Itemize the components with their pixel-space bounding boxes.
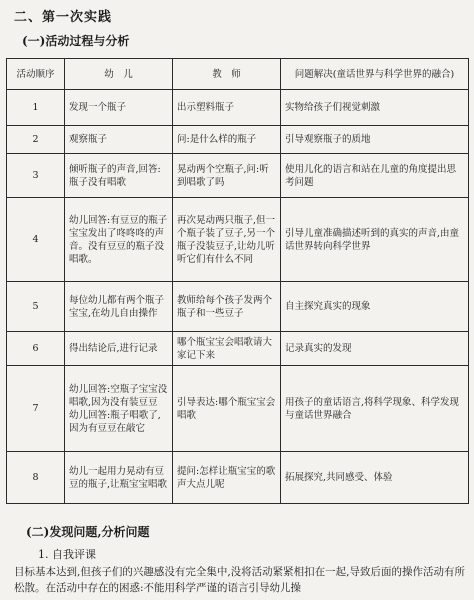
subsection-title-process: (一)活动过程与分析 bbox=[22, 34, 130, 48]
body-paragraph: 目标基本达到,但孩子们的兴趣感没有完全集中,没将活动紧紧相扣在一起,导致后面的操作活动有所松散。在活动中存在的困惑:不能用科学严谨的语言引导幼儿操 bbox=[14, 566, 466, 594]
cell-problem: 使用儿化的语言和站在儿童的角度提出思考问题 bbox=[281, 154, 469, 198]
cell-step: 8 bbox=[7, 452, 65, 504]
cell-step: 6 bbox=[7, 332, 65, 366]
table-row bbox=[7, 154, 469, 198]
cell-problem: 引导观察瓶子的质地 bbox=[281, 126, 469, 154]
cell-teacher: 再次晃动两只瓶子,但一个瓶子装了豆子,另一个瓶子没装豆子,让幼儿听听它们有什么不同 bbox=[173, 198, 281, 282]
table-row bbox=[7, 126, 469, 154]
cell-problem: 实物给孩子们视觉刺激 bbox=[281, 90, 469, 126]
cell-step: 2 bbox=[7, 126, 65, 154]
table-row bbox=[7, 282, 469, 332]
cell-child: 倾听瓶子的声音,回答:瓶子没有唱歌 bbox=[65, 154, 173, 198]
cell-child: 得出结论后,进行记录 bbox=[65, 332, 173, 366]
cell-step: 1 bbox=[7, 90, 65, 126]
header-problem: 问题解决(童话世界与科学世界的融合) bbox=[281, 59, 469, 90]
header-child: 幼 儿 bbox=[65, 59, 173, 90]
cell-step: 5 bbox=[7, 282, 65, 332]
cell-child: 观察瓶子 bbox=[65, 126, 173, 154]
cell-problem: 拓展探究,共同感受、体验 bbox=[281, 452, 469, 504]
subsection-title-analysis: (二)发现问题,分析问题 bbox=[26, 525, 150, 539]
cell-problem: 记录真实的发现 bbox=[281, 332, 469, 366]
cell-child: 幼儿回答:有豆豆的瓶子宝宝发出了咚咚咚的声音。没有豆豆的瓶子没唱歌。 bbox=[65, 198, 173, 282]
cell-step: 7 bbox=[7, 366, 65, 452]
cell-child: 每位幼儿都有两个瓶子宝宝,在幼儿自由操作 bbox=[65, 282, 173, 332]
cell-teacher: 问:是什么样的瓶子 bbox=[173, 126, 281, 154]
section-title: 二、第一次实践 bbox=[14, 10, 113, 25]
table-row bbox=[7, 366, 469, 452]
cell-teacher: 出示塑料瓶子 bbox=[173, 90, 281, 126]
cell-problem: 用孩子的童话语言,将科学现象、科学发现与童话世界融合 bbox=[281, 366, 469, 452]
point-heading: 1. 自我评课 bbox=[38, 548, 96, 561]
table-header-row bbox=[7, 59, 469, 90]
header-step: 活动顺序 bbox=[7, 59, 65, 90]
table-row bbox=[7, 198, 469, 282]
cell-step: 3 bbox=[7, 154, 65, 198]
cell-problem: 引导儿童准确描述听到的真实的声音,由童话世界转向科学世界 bbox=[281, 198, 469, 282]
table-row bbox=[7, 90, 469, 126]
cell-teacher: 提问:怎样让瓶宝宝的歌声大点儿呢 bbox=[173, 452, 281, 504]
cell-step: 4 bbox=[7, 198, 65, 282]
cell-teacher: 教师给每个孩子发两个瓶子和一些豆子 bbox=[173, 282, 281, 332]
cell-teacher: 引导表达:哪个瓶宝宝会唱歌 bbox=[173, 366, 281, 452]
cell-child: 发现一个瓶子 bbox=[65, 90, 173, 126]
activity-table bbox=[6, 58, 469, 504]
cell-child: 幼儿一起用力晃动有豆豆的瓶子,让瓶宝宝唱歌 bbox=[65, 452, 173, 504]
cell-problem: 自主探究真实的现象 bbox=[281, 282, 469, 332]
header-teacher: 教 师 bbox=[173, 59, 281, 90]
cell-child: 幼儿回答:空瓶子宝宝没唱歌,因为没有装豆豆 幼儿回答:瓶子唱歌了,因为有豆豆在敲它 bbox=[65, 366, 173, 452]
table-row bbox=[7, 452, 469, 504]
cell-teacher: 哪个瓶宝宝会唱歌请大家记下来 bbox=[173, 332, 281, 366]
table-row bbox=[7, 332, 469, 366]
cell-teacher: 晃动两个空瓶子,问:听到唱歌了吗 bbox=[173, 154, 281, 198]
